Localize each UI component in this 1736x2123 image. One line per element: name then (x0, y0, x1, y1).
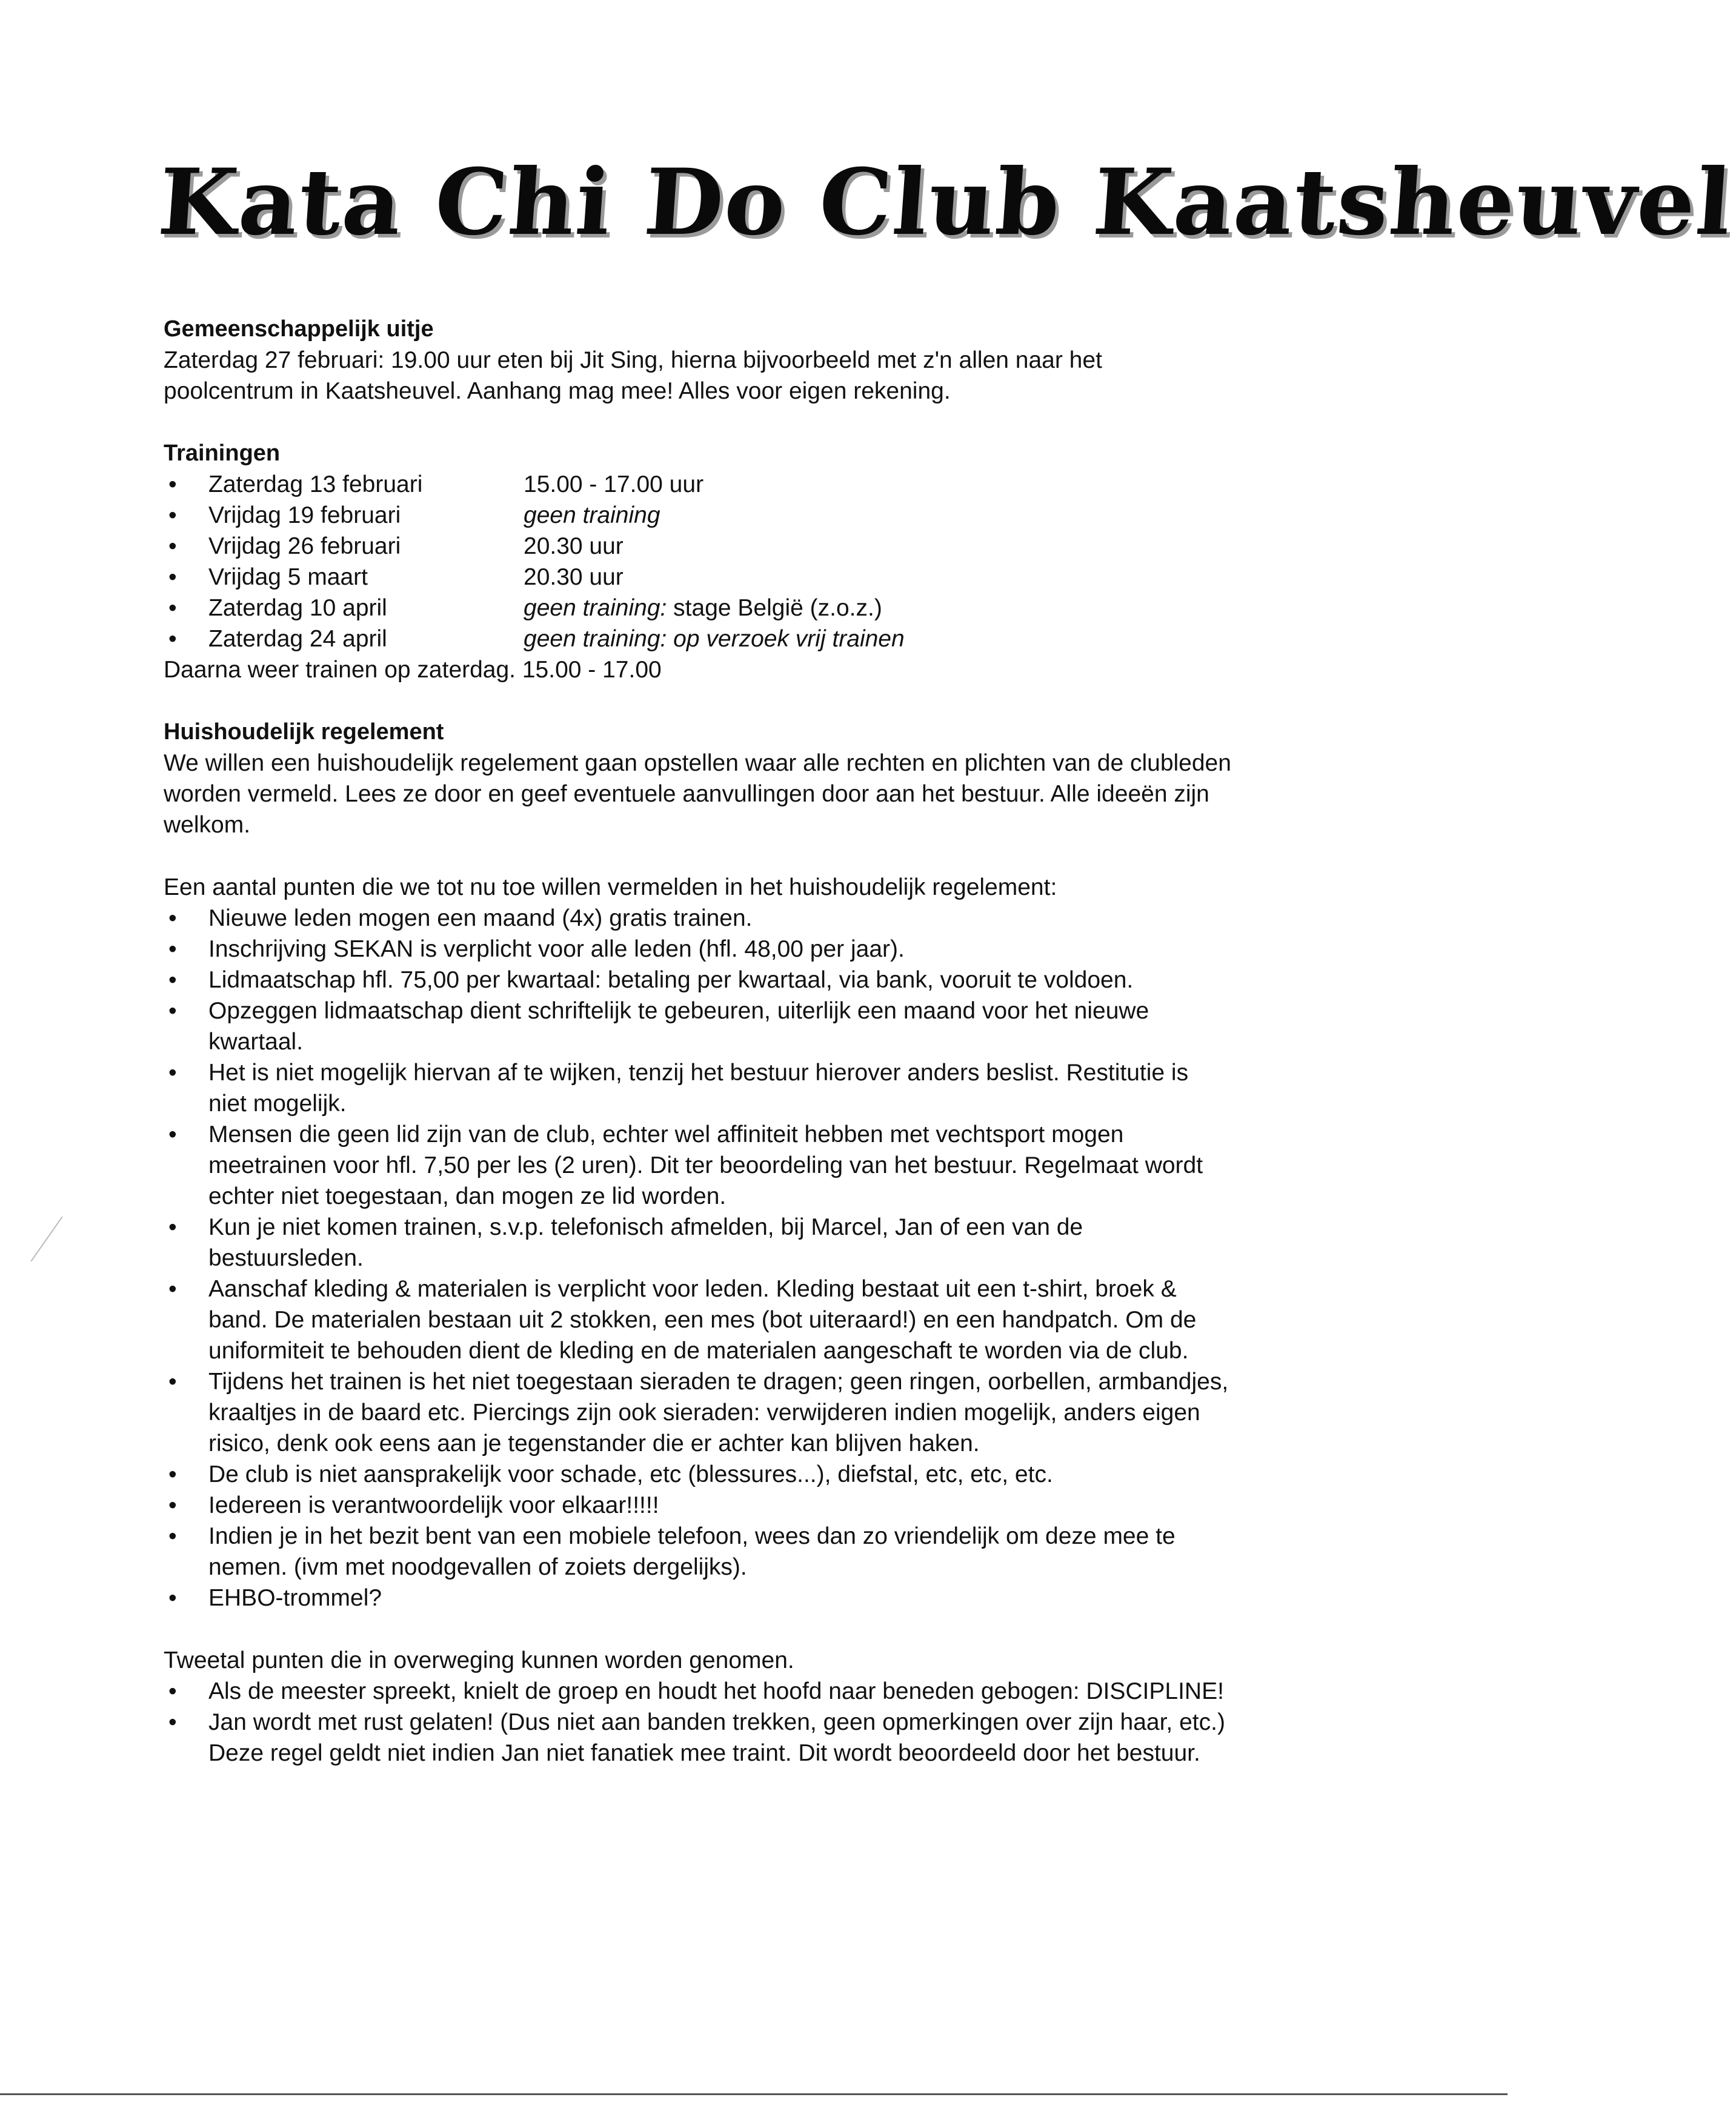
regelement-list (164, 903, 1375, 1613)
bullet-dot: • (168, 1276, 177, 1302)
list-item (164, 965, 1375, 995)
bullet-dot: • (168, 471, 177, 497)
bullet-dot: • (168, 1678, 177, 1704)
bullet-dot: • (168, 1709, 177, 1735)
list-item-line: Nieuwe leden mogen een maand (4x) gratis trainen. (208, 905, 753, 931)
list-item (164, 1057, 1375, 1119)
list-item-line: niet mogelijk. (208, 1091, 347, 1117)
list-item (164, 1459, 1375, 1490)
list-item-line: nemen. (ivm met noodgevallen of zoiets dergelijks). (208, 1554, 747, 1580)
list-item-line: band. De materialen bestaan uit 2 stokken, een mes (bot uiteraard!) en een handpatch. Om de (208, 1307, 1197, 1333)
bullet-dot: • (168, 1523, 177, 1549)
list-item-line: Kun je niet komen trainen, s.v.p. telefonisch afmelden, bij Marcel, Jan of een van de (208, 1214, 1083, 1240)
list-item-line: De club is niet aansprakelijk voor schade, etc (blessures...), diefstal, etc, etc, etc. (208, 1461, 1053, 1487)
scan-edge-line (0, 2093, 1508, 2095)
regelement-intro-2: worden vermeld. Lees ze door en geef eventuele aanvullingen door aan het bestuur. Alle ideeën zijn (164, 781, 1209, 807)
bullet-dot: • (168, 1492, 177, 1518)
list-item-line: Lidmaatschap hfl. 75,00 per kwartaal: betaling per kwartaal, via bank, vooruit te voldoen. (208, 967, 1134, 993)
bullet-dot: • (168, 595, 177, 621)
list-item (164, 1212, 1375, 1274)
schedule-item (164, 593, 1375, 623)
list-item-line: uniformiteit te behouden dient de kleding en de materialen aangeschaft te worden via de club. (208, 1338, 1189, 1364)
overweging-lead: Tweetal punten die in overweging kunnen worden genomen. (164, 1647, 794, 1673)
list-item-line: Indien je in het bezit bent van een mobiele telefoon, wees dan zo vriendelijk om deze mee te (208, 1523, 1176, 1549)
trainingen-heading: Trainingen (164, 440, 281, 466)
list-item-line: bestuursleden. (208, 1245, 364, 1271)
schedule-extra: stage België (z.o.z.) (667, 595, 882, 621)
document-body (164, 314, 1375, 1769)
schedule-value: geen training: op verzoek vrij trainen (524, 626, 905, 652)
list-item (164, 1707, 1375, 1769)
schedule-date: Zaterdag 13 februari (208, 471, 423, 497)
list-item (164, 995, 1375, 1057)
list-item-line: Mensen die geen lid zijn van de club, echter wel affiniteit hebben met vechtsport mogen (208, 1121, 1124, 1148)
bullet-dot: • (168, 1060, 177, 1086)
bullet-dot: • (168, 626, 177, 652)
trainingen-after: Daarna weer trainen op zaterdag. 15.00 - 17.00 (164, 657, 662, 683)
bullet-dot: • (168, 967, 177, 993)
schedule-date: Zaterdag 24 april (208, 626, 387, 652)
list-item-line: Deze regel geldt niet indien Jan niet fanatiek mee traint. Dit wordt beoordeeld door het bestuur. (208, 1740, 1200, 1766)
list-item-line: Iedereen is verantwoordelijk voor elkaar!!!!! (208, 1492, 659, 1518)
schedule-date: Zaterdag 10 april (208, 595, 387, 621)
list-item (164, 934, 1375, 965)
list-item-line: Aanschaf kleding & materialen is verplicht voor leden. Kleding bestaat uit een t-shirt, broek & (208, 1276, 1177, 1302)
list-item (164, 1676, 1375, 1707)
schedule-item (164, 531, 1375, 562)
margin-pencil-mark (30, 1217, 62, 1262)
regelement-heading: Huishoudelijk regelement (164, 719, 444, 745)
schedule-date: Vrijdag 19 februari (208, 502, 401, 528)
bullet-dot: • (168, 533, 177, 559)
schedule-item (164, 562, 1375, 593)
list-item-line: kwartaal. (208, 1029, 304, 1055)
list-item (164, 1490, 1375, 1521)
schedule-date: Vrijdag 5 maart (208, 564, 368, 590)
schedule-value: geen training: (524, 595, 667, 621)
bullet-dot: • (168, 1461, 177, 1487)
schedule-value: 20.30 uur (524, 564, 624, 590)
bullet-dot: • (168, 1121, 177, 1148)
bullet-dot: • (168, 1369, 177, 1395)
bullet-dot: • (168, 564, 177, 590)
list-item-line: meetrainen voor hfl. 7,50 per les (2 uren). Dit ter beoordeling van het bestuur. Regelmaat wordt (208, 1152, 1203, 1178)
schedule-item (164, 623, 1375, 654)
list-item-line: risico, denk ook eens aan je tegenstander die er achter kan blijven haken. (208, 1430, 980, 1457)
overweging-list (164, 1676, 1375, 1769)
bullet-dot: • (168, 1585, 177, 1611)
bullet-dot: • (168, 998, 177, 1024)
bullet-dot: • (168, 905, 177, 931)
list-item (164, 1119, 1375, 1212)
schedule-date: Vrijdag 26 februari (208, 533, 401, 559)
list-item-line: Inschrijving SEKAN is verplicht voor alle leden (hfl. 48,00 per jaar). (208, 936, 905, 962)
list-item-line: Tijdens het trainen is het niet toegestaan sieraden te dragen; geen ringen, oorbellen, armbandjes, (208, 1369, 1229, 1395)
list-item-line: echter niet toegestaan, dan mogen ze lid worden. (208, 1183, 727, 1209)
regelement-intro-3: welkom. (164, 812, 251, 838)
bullet-dot: • (168, 502, 177, 528)
regelement-intro-1: We willen een huishoudelijk regelement gaan opstellen waar alle rechten en plichten van de clubleden (164, 750, 1231, 776)
list-item-line: Opzeggen lidmaatschap dient schriftelijk te gebeuren, uiterlijk een maand voor het nieuwe (208, 998, 1149, 1024)
list-item-line: EHBO-trommel? (208, 1585, 382, 1611)
list-item-line: Het is niet mogelijk hiervan af te wijken, tenzij het bestuur hierover anders beslist. Restitutie is (208, 1060, 1189, 1086)
uitje-heading: Gemeenschappelijk uitje (164, 316, 434, 342)
list-item (164, 1583, 1375, 1613)
list-item-line: kraaltjes in de baard etc. Piercings zijn ook sieraden: verwijderen indien mogelijk, anders eigen (208, 1400, 1200, 1426)
bullet-dot: • (168, 1214, 177, 1240)
schedule-item (164, 500, 1375, 531)
schedule-value: 15.00 - 17.00 uur (524, 471, 704, 497)
training-schedule (164, 469, 1375, 654)
schedule-value: geen training (524, 502, 660, 528)
list-item-line: Jan wordt met rust gelaten! (Dus niet aan banden trekken, geen opmerkingen over zijn haar, etc.) (208, 1709, 1225, 1735)
list-item (164, 1366, 1375, 1459)
list-item (164, 903, 1375, 934)
schedule-item (164, 469, 1375, 500)
uitje-line-2: poolcentrum in Kaatsheuvel. Aanhang mag mee! Alles voor eigen rekening. (164, 378, 951, 404)
uitje-line-1: Zaterdag 27 februari: 19.00 uur eten bij Jit Sing, hierna bijvoorbeeld met z'n allen naar het (164, 347, 1102, 373)
regelement-lead: Een aantal punten die we tot nu toe willen vermelden in het huishoudelijk regelement: (164, 874, 1057, 900)
list-item (164, 1521, 1375, 1583)
club-title: Kata Chi Do Club Kaatsheuvel (155, 149, 1736, 256)
schedule-value: 20.30 uur (524, 533, 624, 559)
list-item-line: Als de meester spreekt, knielt de groep en houdt het hoofd naar beneden gebogen: DISCIPLINE! (208, 1678, 1224, 1704)
list-item (164, 1274, 1375, 1366)
bullet-dot: • (168, 936, 177, 962)
